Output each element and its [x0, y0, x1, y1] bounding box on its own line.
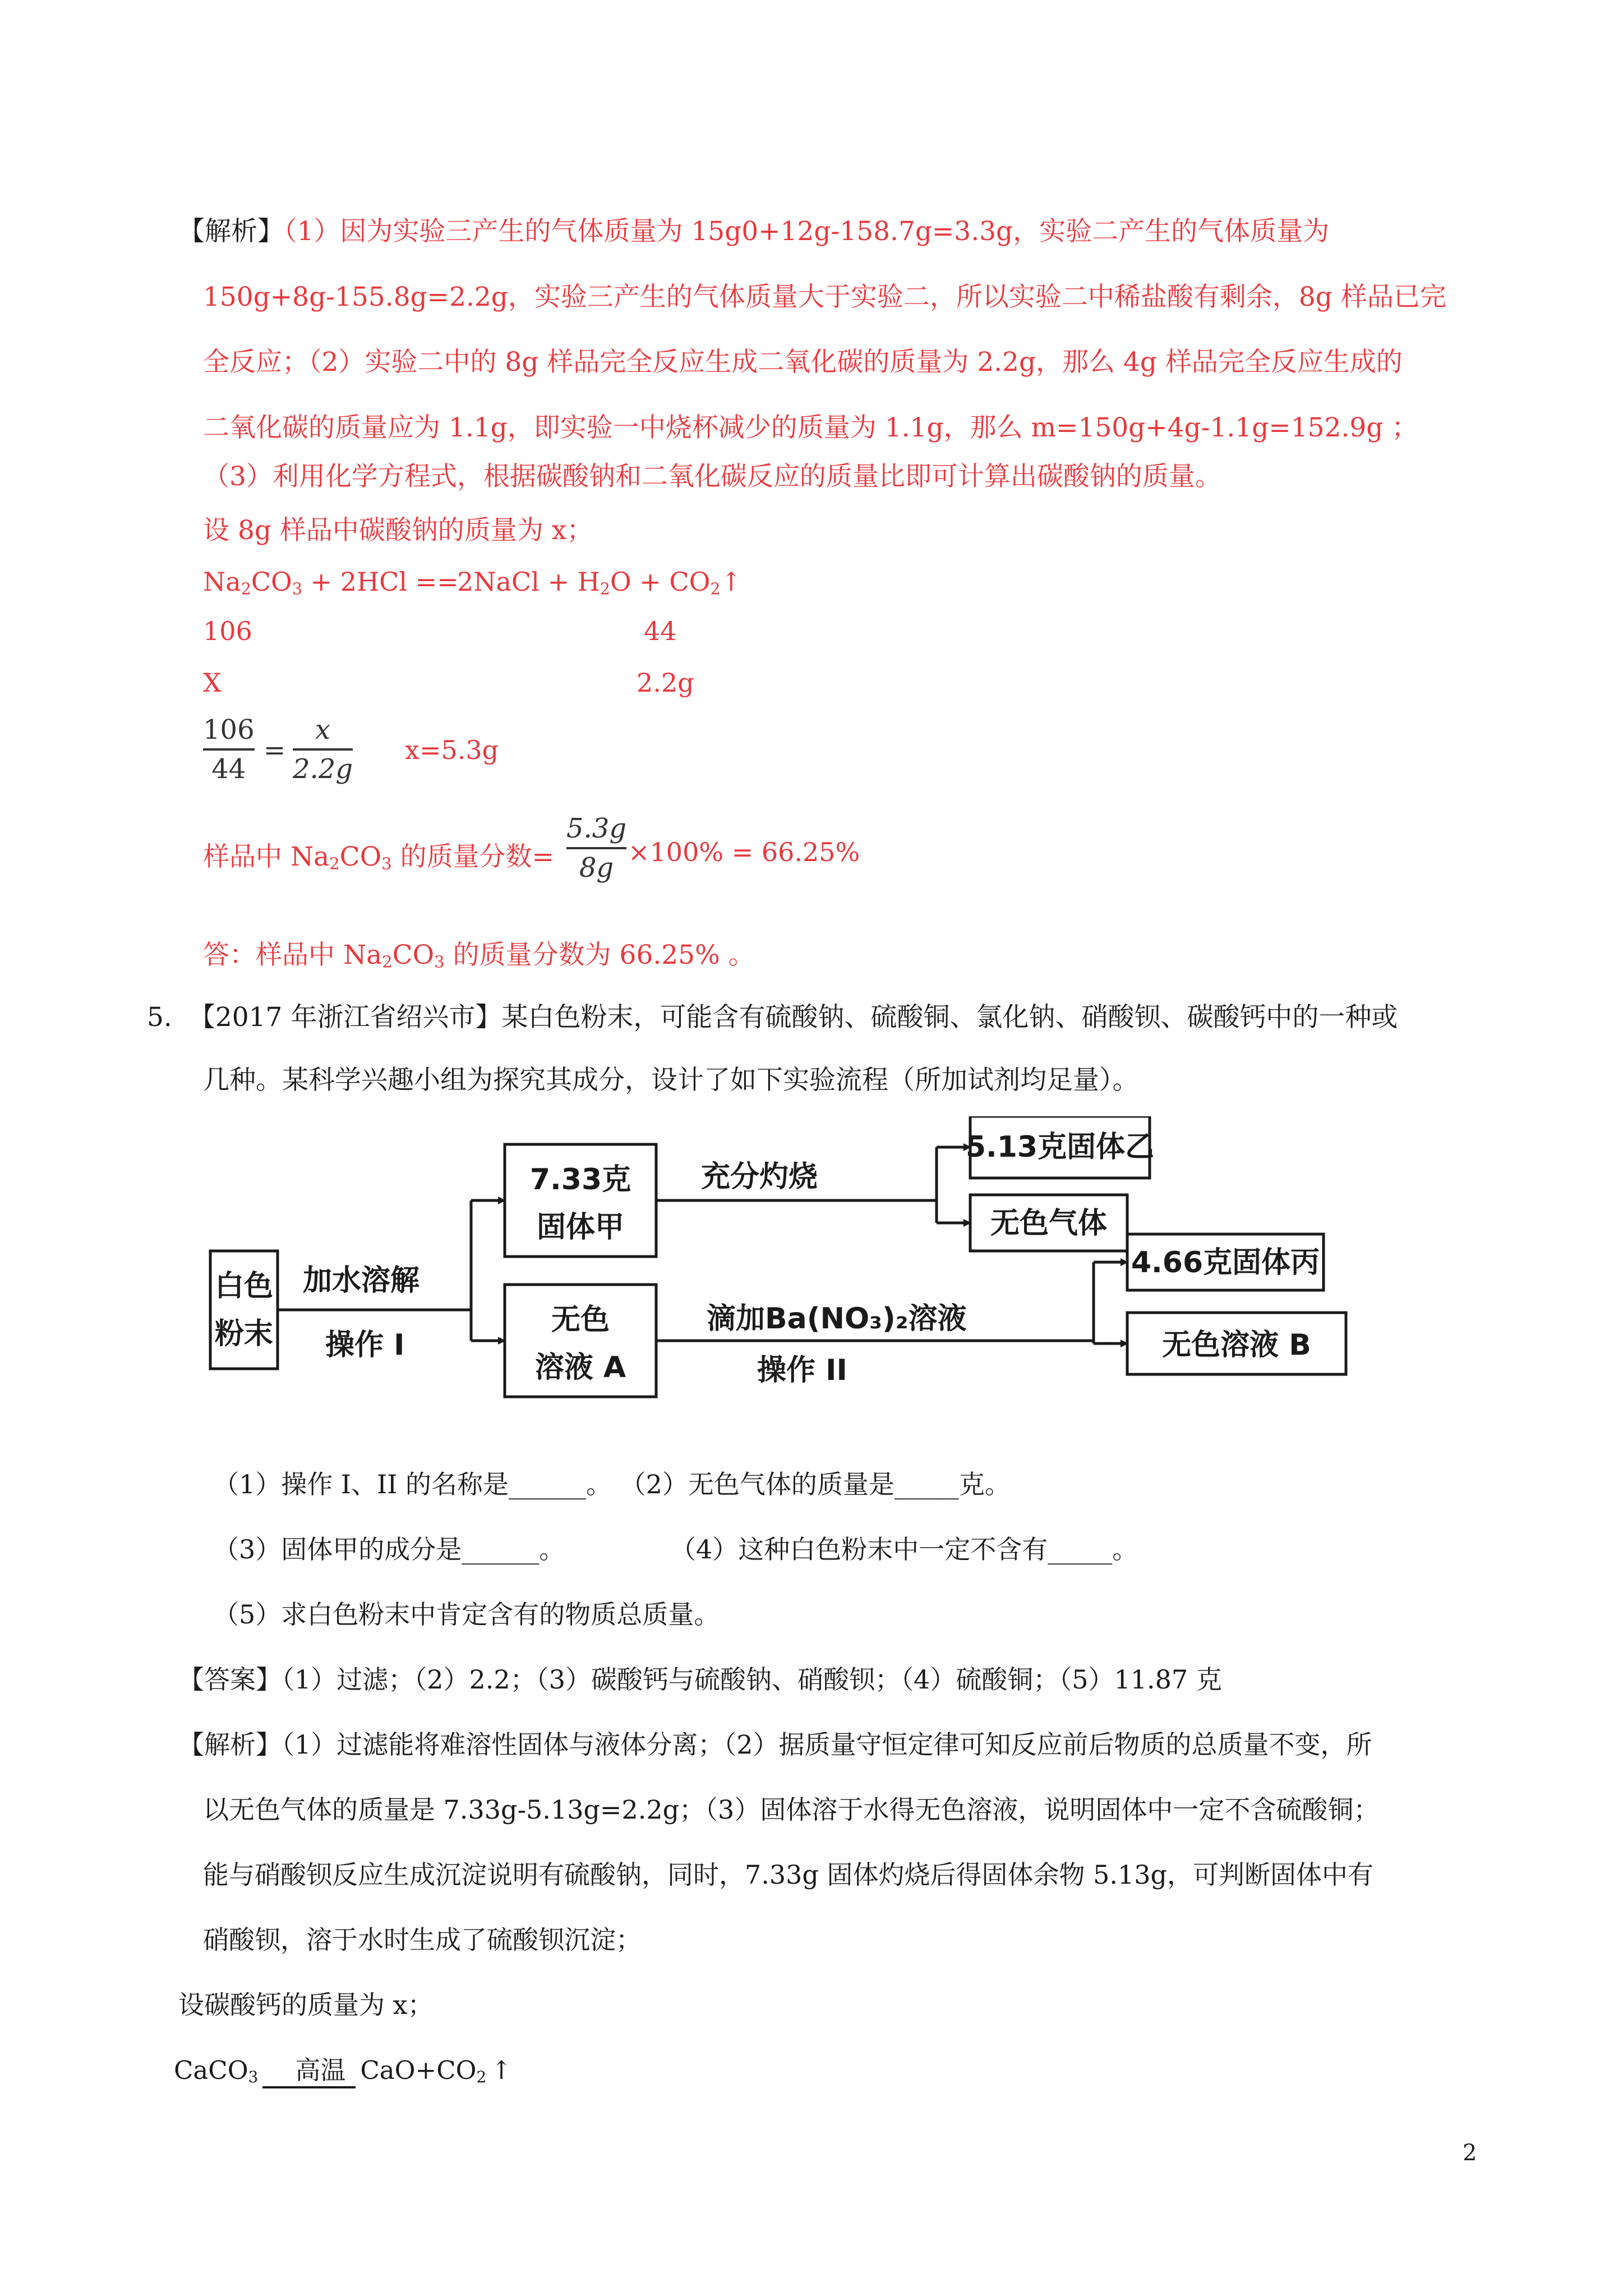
label-solid-c: 4.66克固体丙: [1131, 1246, 1320, 1280]
analysis-line-3: 全反应；（2）实验二中的 8g 样品完全反应生成二氧化碳的质量为 2.2g，那么 4g 样品完全反应生成的: [203, 347, 1403, 378]
reaction-condition: 高温: [262, 2050, 356, 2088]
answer-tag: 【答案】: [178, 1664, 282, 1695]
label-gas: 无色气体: [990, 1207, 1108, 1240]
calcination-equation: CaCO$_3$ 高温 $CaO+CO_2$ ↑: [174, 2050, 512, 2088]
label-solution-b: 无色溶液 B: [1162, 1328, 1311, 1362]
analysis2-tag: 【解析】: [178, 1729, 282, 1760]
label-solid-a-mass: 7.33克: [529, 1163, 631, 1197]
sub-question-4: （4）这种白色粉末中一定不含有_____。: [670, 1534, 1138, 1565]
label-solution-a-1: 无色: [551, 1303, 610, 1337]
label-dissolve: 加水溶解: [303, 1264, 420, 1297]
sub-question-3: （3）固体甲的成分是______。: [213, 1534, 565, 1565]
question-5-line-1: 5. 【2017 年浙江省绍兴市】某白色粉末，可能含有硫酸钠、硫酸铜、氯化钠、硝酸钡、碳酸钙中的一种或: [147, 1002, 1398, 1033]
analysis-tag: 【解析】: [178, 216, 284, 247]
analysis2-line-4: 硝酸钡，溶于水时生成了硫酸钡沉淀；: [203, 1925, 642, 1955]
analysis-line-4: 二氧化碳的质量应为 1.1g，即实验一中烧杯减少的质量为 1.1g，那么 m=150g+4g-1.1g=152.9g ；: [203, 412, 1418, 443]
question-5-line-2: 几种。某科学兴趣小组为探究其成分，设计了如下实验流程（所加试剂均足量）。: [203, 1065, 1139, 1096]
label-solid-b: 5.13克固体乙: [965, 1130, 1155, 1164]
ratio-fraction-1: 106 44: [203, 714, 255, 785]
unknown-mass: X: [203, 668, 222, 698]
analysis-line-2: 150g+8g-155.8g=2.2g，实验三产生的气体质量大于实验二，所以实验二中稀盐酸有剩余，8g 样品已完: [203, 282, 1446, 312]
analysis-line-6: 设 8g 样品中碳酸钠的质量为 x；: [203, 515, 593, 546]
molar-mass-reactant: 106: [203, 616, 252, 646]
analysis2-line-5: 设碳酸钙的质量为 x；: [178, 1990, 434, 2020]
analysis2-line-1: 【解析】（1）过滤能将难溶性固体与液体分离；（2）据质量守恒定律可知反应前后物质的总质量不变，所: [178, 1729, 1372, 1760]
analysis2-line-3: 能与硝酸钡反应生成沉淀说明有硫酸钠，同时，7.33g 固体灼烧后得固体余物 5.13g，可判断固体中有: [203, 1860, 1373, 1890]
label-white-powder-2: 粉末: [214, 1317, 274, 1351]
analysis2-line-2: 以无色气体的质量是 7.33g-5.13g=2.2g；（3）固体溶于水得无色溶液，说明固体中一定不含硫酸铜；: [203, 1795, 1380, 1825]
box-white-powder: [210, 1251, 278, 1369]
label-burn: 充分灼烧: [701, 1160, 818, 1194]
label-operation-2: 操作 II: [757, 1354, 847, 1387]
chemical-equation-products: 2NaCl + $H_2O$ + $CO_2↑$: [457, 567, 743, 599]
chemical-equation: $Na_2CO_3 + 2HCl$ ==: [203, 567, 459, 599]
ratio-fraction-2: x 2.2g: [293, 714, 353, 785]
analysis-line-5: （3）利用化学方程式，根据碳酸钠和二氧化碳反应的质量比即可计算出碳酸钠的质量。: [203, 461, 1221, 492]
equals-sign: =: [264, 735, 286, 766]
mass-fraction-label: 样品中 $Na_2CO_3$ 的质量分数=: [203, 841, 554, 873]
mass-fraction: 5.3g 8g: [566, 813, 627, 884]
analysis-answer: 答：样品中 $Na_2CO_3$ 的质量分数为 66.25% 。: [203, 940, 755, 972]
label-operation-1: 操作 I: [325, 1328, 405, 1362]
label-solution-a-2: 溶液 A: [534, 1351, 626, 1384]
molar-mass-product: 44: [644, 616, 677, 646]
page-number: 2: [1463, 2140, 1477, 2166]
known-mass: 2.2g: [637, 668, 694, 698]
experiment-flow-diagram: [208, 1116, 1374, 1430]
label-white-powder-1: 白色: [214, 1269, 274, 1303]
sub-question-5: （5）求白色粉末中肯定含有的物质总质量。: [213, 1599, 720, 1630]
label-solid-a: 固体甲: [536, 1211, 625, 1244]
answer-line: 【答案】（1）过滤；（2）2.2；（3）碳酸钙与硫酸钠、硝酸钡；（4）硫酸铜；（5）11.87 克: [178, 1664, 1222, 1695]
label-reagent: 滴加Ba(NO₃)₂溶液: [707, 1302, 967, 1336]
sub-question-1-2: （1）操作 I、II 的名称是______。 （2）无色气体的质量是_____克。: [213, 1469, 1011, 1499]
analysis-line-1: 【解析】（1）因为实验三产生的气体质量为 15g0+12g-158.7g=3.3g，实验二产生的气体质量为: [178, 216, 1330, 247]
question-number: 5.: [147, 1002, 172, 1033]
result-x: x=5.3g: [405, 735, 499, 765]
mass-fraction-result: ×100% = 66.25%: [628, 837, 860, 867]
